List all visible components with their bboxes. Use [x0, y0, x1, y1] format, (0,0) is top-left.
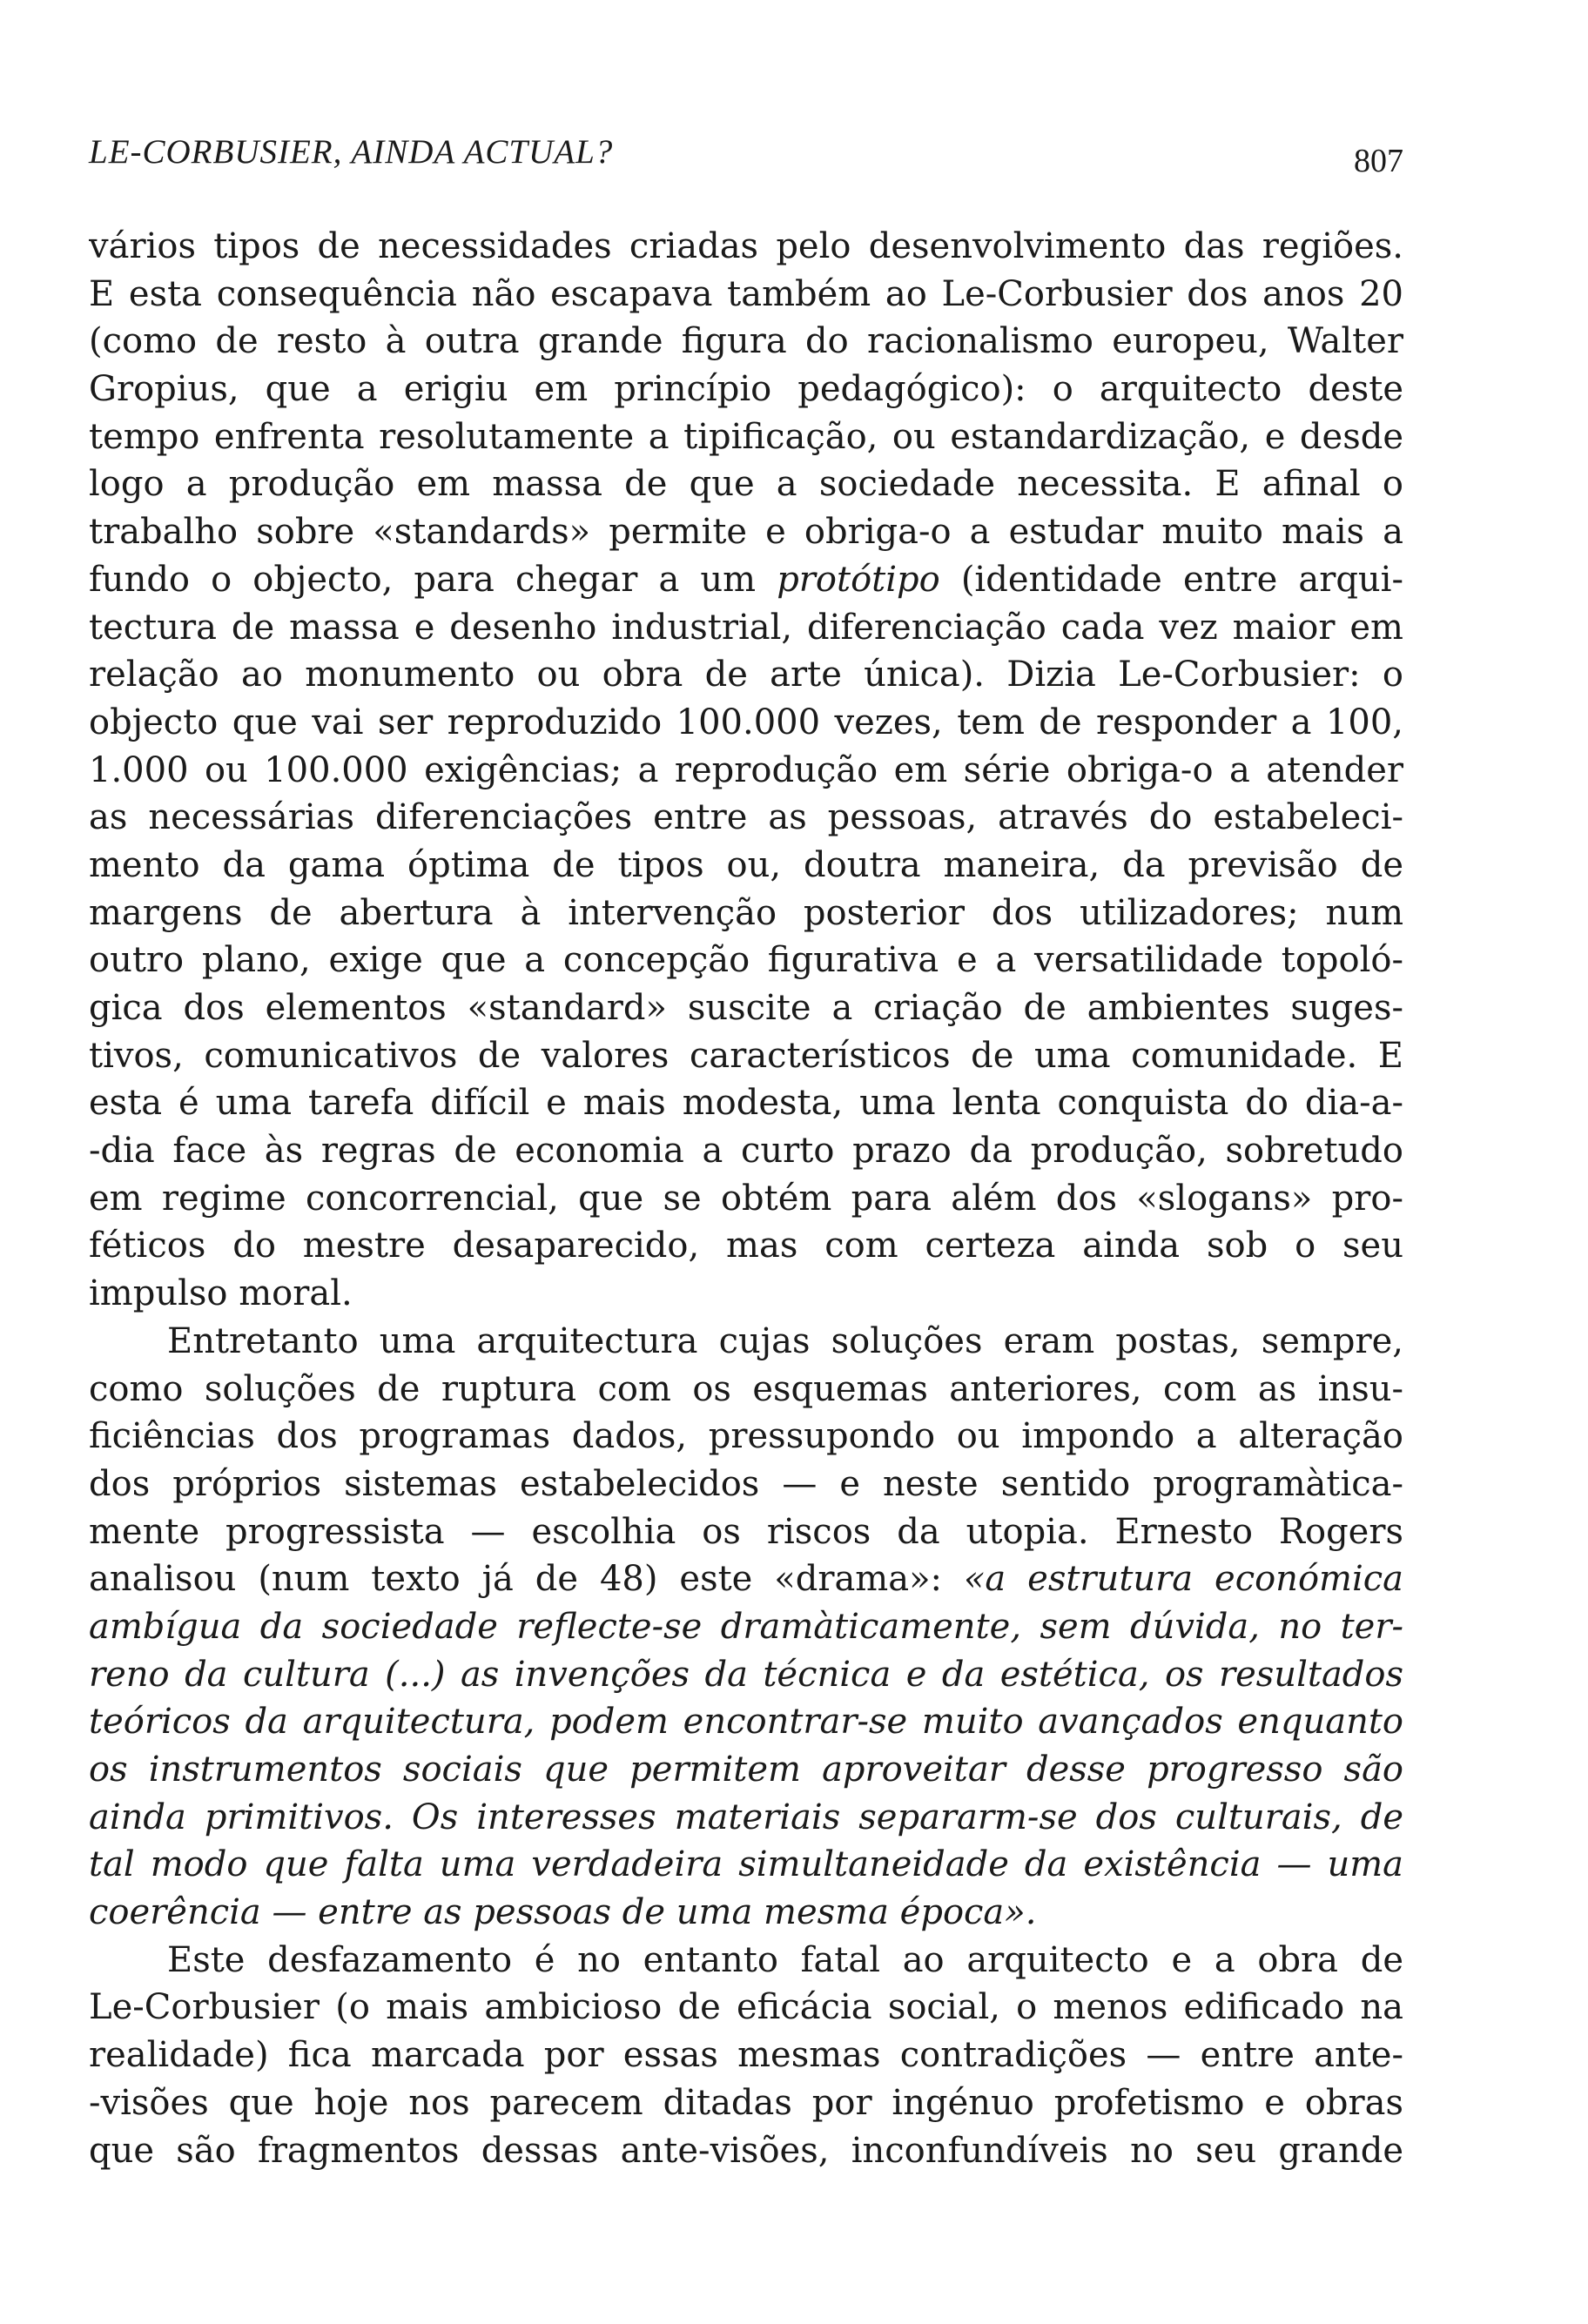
text-line [89, 1841, 1403, 1889]
text-line [89, 1318, 1403, 1366]
text-line [89, 413, 1403, 461]
text-line [89, 556, 1403, 604]
italic-text: protótipo [777, 559, 940, 600]
text-line [89, 1603, 1403, 1651]
text-line [89, 318, 1403, 366]
line-text: objecto que vai ser reproduzido 100.000 vezes, tem de responder a 100, [89, 702, 1403, 742]
line-text: gica dos elementos «standard» suscite a criação de ambientes suges- [89, 988, 1403, 1028]
italic-text: tal modo que falta uma verdadeira simultaneidade da existência — uma [89, 1844, 1403, 1885]
text-line [89, 1079, 1403, 1127]
page-number: 807 [1354, 143, 1403, 179]
line-text: 1.000 ou 100.000 exigências; a reprodução em série obriga-o a atender [89, 749, 1403, 790]
line-text: dos próprios sistemas estabelecidos — e neste sentido programàtica- [89, 1463, 1403, 1504]
text-line [89, 1555, 1403, 1603]
line-text: mento da gama óptima de tipos ou, doutra maneira, da previsão de [89, 844, 1403, 885]
text-line [89, 604, 1403, 652]
line-text: (como de resto à outra grande figura do racionalismo europeu, Walter [89, 321, 1403, 362]
text-line [89, 984, 1403, 1032]
text-line [89, 1127, 1403, 1175]
line-text: outro plano, exige que a concepção figurativa e a versatilidade topoló- [89, 940, 1403, 981]
text-line [89, 1508, 1403, 1556]
line-text: -visões que hoje nos parecem ditadas por ingénuo profetismo e obras [89, 2082, 1403, 2123]
text-line [89, 1698, 1403, 1746]
text-line [89, 1413, 1403, 1461]
line-text: Le-Corbusier (o mais ambicioso de eficácia social, o menos edificado na [89, 1987, 1403, 2028]
line-text: E esta consequência não escapava também ao Le-Corbusier dos anos 20 [89, 273, 1403, 314]
text-line [89, 1651, 1403, 1699]
text-line [89, 366, 1403, 413]
line-text: ficiências dos programas dados, pressupondo ou impondo a alteração [89, 1416, 1403, 1457]
line-text: que são fragmentos dessas ante-visões, inconfundíveis no seu grande [89, 2130, 1403, 2171]
text-line [89, 2079, 1403, 2127]
line-text: margens de abertura à intervenção posterior dos utilizadores; num [89, 892, 1403, 933]
line-text: féticos do mestre desaparecido, mas com certeza ainda sob o seu [89, 1226, 1403, 1266]
text-line [89, 460, 1403, 508]
line-text: tectura de massa e desenho industrial, diferenciação cada vez maior em [89, 607, 1403, 648]
line-text: tempo enfrenta resolutamente a tipificação, ou estandardização, e desde [89, 416, 1403, 457]
line-text: as necessárias diferenciações entre as pessoas, através do estabeleci- [89, 797, 1403, 838]
text-line [89, 937, 1403, 984]
line-text: realidade) fica marcada por essas mesmas contradições — entre ante- [89, 2035, 1403, 2076]
text-line [89, 1889, 1403, 1937]
italic-text: os instrumentos sociais que permitem aproveitar desse progresso são [89, 1750, 1403, 1790]
text-line [89, 271, 1403, 319]
paragraph-1 [89, 223, 1403, 1318]
text-line [89, 1794, 1403, 1842]
line-text: como soluções de ruptura com os esquemas anteriores, com as insu- [89, 1368, 1403, 1409]
line-text: trabalho sobre «standards» permite e obriga-o a estudar muito mais a [89, 512, 1403, 553]
line-text: logo a produção em massa de que a sociedade necessita. E afinal o [89, 464, 1403, 505]
text-line [89, 2032, 1403, 2079]
text-line [89, 1461, 1403, 1508]
italic-text: ainda primitivos. Os interesses materiais separarm-se dos culturais, de [89, 1797, 1403, 1837]
running-head [89, 131, 1403, 179]
line-text: analisou (num texto já de 48) este «drama»: [89, 1559, 964, 1600]
italic-text: coerência — entre as pessoas de uma mesma época». [89, 1892, 1037, 1933]
line-text: mente progressista — escolhia os riscos da utopia. Ernesto Rogers [89, 1511, 1403, 1552]
line-text: em regime concorrencial, que se obtém para além dos «slogans» pro- [89, 1178, 1403, 1219]
line-text: Entretanto uma arquitectura cujas soluções eram postas, sempre, [167, 1320, 1403, 1361]
line-text: esta é uma tarefa difícil e mais modesta, uma lenta conquista do dia-a- [89, 1083, 1403, 1124]
text-line [89, 1984, 1403, 2032]
line-text: tivos, comunicativos de valores característicos de uma comunidade. E [89, 1035, 1403, 1076]
paragraph-3 [89, 1937, 1403, 2174]
body-text [89, 223, 1403, 2174]
text-line [89, 890, 1403, 937]
text-line [89, 1032, 1403, 1080]
paragraph-2 [89, 1318, 1403, 1937]
text-line [89, 794, 1403, 842]
text-line [89, 1222, 1403, 1270]
italic-text: «a estrutura económica [963, 1559, 1403, 1600]
italic-text: ambígua da sociedade reflecte-se dramàticamente, sem dúvida, no ter- [89, 1606, 1403, 1647]
running-title: LE-CORBUSIER, AINDA ACTUAL? [89, 133, 614, 171]
text-line [89, 1746, 1403, 1794]
text-line [89, 508, 1403, 556]
line-text: impulso moral. [89, 1273, 353, 1314]
text-line [89, 1175, 1403, 1223]
text-line [89, 842, 1403, 890]
line-text: vários tipos de necessidades criadas pelo desenvolvimento das regiões. [89, 226, 1403, 266]
text-line [89, 1937, 1403, 1985]
line-text: Este desfazamento é no entanto fatal ao arquitecto e a obra de [167, 1939, 1403, 1980]
line-text: Gropius, que a erigiu em princípio pedagógico): o arquitecto deste [89, 369, 1403, 410]
text-line [89, 1366, 1403, 1414]
italic-text: reno da cultura (...) as invenções da técnica e da estética, os resultados [89, 1654, 1403, 1695]
text-line [89, 651, 1403, 699]
italic-text: teóricos da arquitectura, podem encontrar-se muito avançados enquanto [89, 1702, 1403, 1743]
text-line [89, 223, 1403, 271]
text-line [89, 2127, 1403, 2175]
text-line [89, 747, 1403, 795]
line-text: relação ao monumento ou obra de arte única). Dizia Le-Corbusier: o [89, 655, 1403, 695]
text-line [89, 1270, 1403, 1318]
line-text: (identidade entre arqui- [939, 559, 1403, 600]
line-text: fundo o objecto, para chegar a um [89, 559, 777, 600]
text-line [89, 699, 1403, 747]
line-text: -dia face às regras de economia a curto prazo da produção, sobretudo [89, 1131, 1403, 1172]
